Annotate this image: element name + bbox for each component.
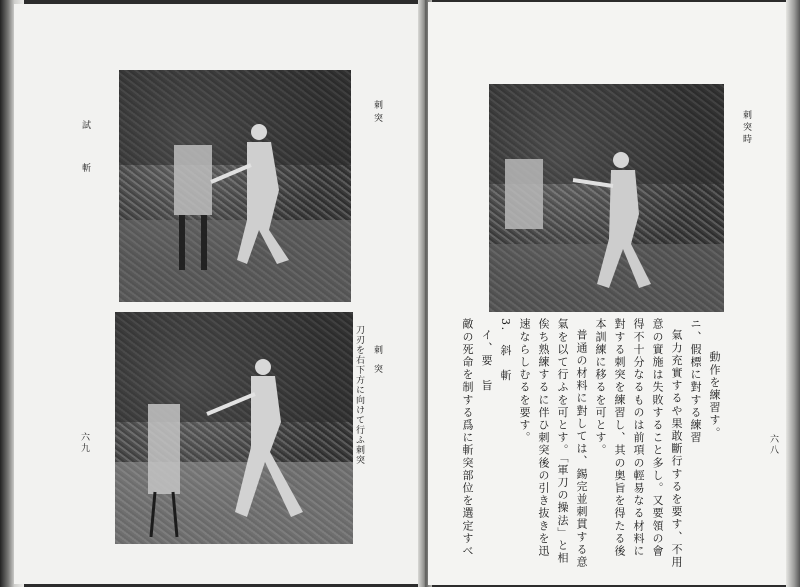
body-line: 對する刺突を練習し、其の奥旨を得たる後 xyxy=(613,318,626,558)
body-line: 本訓練に移るを可とす。 xyxy=(594,318,607,457)
body-line: 動作を練習す。 xyxy=(708,351,721,440)
caption-test-cut: 試斬 xyxy=(80,120,90,206)
body-line: 得不十分なるものは前項の輕易なる材料に xyxy=(632,318,645,558)
page-number-left: 六九 xyxy=(79,432,89,454)
body-heading: イ、要 旨 xyxy=(480,329,493,392)
photo-thrust-bottom xyxy=(115,312,353,544)
book-edge-right xyxy=(786,0,800,587)
photo-thrust-top xyxy=(119,70,351,302)
page-number-right: 六八 xyxy=(768,434,778,456)
caption-thrust-moment: 刺突時 xyxy=(741,110,751,146)
caption-thrust-top: 刺突 xyxy=(372,100,382,126)
body-line: 意の實施は失敗すること多し。又要領の會 xyxy=(651,318,664,558)
caption-thrust-bottom-title: 刺突 xyxy=(372,345,382,383)
body-line: 氣力充實するや果敢斷行するを要す、不用 xyxy=(670,329,683,569)
body-line: 氣を以て行ふを可とす。「軍刀の操法」と相 xyxy=(556,318,569,565)
body-line: 速ならしむるを要す。 xyxy=(518,318,531,444)
caption-thrust-bottom-desc: 刀刃を右下方に向けて行ふ刺突 xyxy=(354,325,364,465)
body-heading: 3. 斜 斬 xyxy=(499,318,512,383)
body-line: 俟ち熟練するに伴ひ刺突後の引き抜きを迅 xyxy=(537,318,550,558)
body-text xyxy=(458,318,724,569)
body-line: 普通の材料に對しては、錫完並刺貫する意 xyxy=(575,329,588,569)
body-line: 敵の死命を制する爲に斬突部位を選定すべ xyxy=(461,318,474,558)
photo-thrust-moment xyxy=(489,84,724,312)
body-heading: ニ、假標に對する練習 xyxy=(689,318,702,444)
